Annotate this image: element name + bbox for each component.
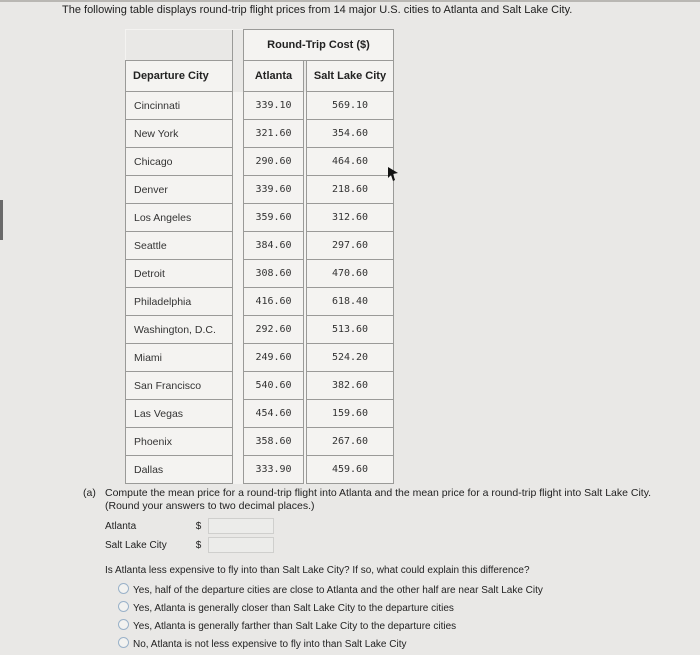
cell-gap xyxy=(233,372,244,400)
slc-answer-row xyxy=(105,540,206,551)
departure-city-cell: Miami xyxy=(126,344,233,372)
cell-gap xyxy=(233,316,244,344)
slc-mean-input[interactable] xyxy=(208,537,274,553)
atlanta-price-cell: 339.60 xyxy=(244,176,304,204)
table-row xyxy=(126,288,394,316)
table-row xyxy=(126,372,394,400)
atlanta-price-cell: 359.60 xyxy=(244,204,304,232)
departure-city-cell: Seattle xyxy=(126,232,233,260)
option-label: Yes, Atlanta is generally farther than Salt Lake City to the departure cities xyxy=(133,621,457,632)
table-row xyxy=(126,176,394,204)
part-a-text-line2: (Round your answers to two decimal places.) xyxy=(105,500,315,512)
table-row xyxy=(126,400,394,428)
slc-price-cell: 459.60 xyxy=(307,456,394,484)
departure-city-cell: Cincinnati xyxy=(126,92,233,120)
slc-price-cell: 618.40 xyxy=(307,288,394,316)
atlanta-price-cell: 339.10 xyxy=(244,92,304,120)
table-corner xyxy=(126,30,233,61)
option-label: No, Atlanta is not less expensive to fly into than Salt Lake City xyxy=(133,639,407,650)
departure-city-cell: Chicago xyxy=(126,148,233,176)
table-body xyxy=(126,92,394,484)
cell-gap xyxy=(233,176,244,204)
slc-price-cell: 267.60 xyxy=(307,428,394,456)
option-label: Yes, Atlanta is generally closer than Salt Lake City to the departure cities xyxy=(133,603,454,614)
cell-gap xyxy=(233,288,244,316)
cell-gap xyxy=(233,428,244,456)
mouse-cursor-icon xyxy=(387,166,399,182)
page-top-border xyxy=(0,0,700,2)
atlanta-price-cell: 454.60 xyxy=(244,400,304,428)
departure-city-cell: Los Angeles xyxy=(126,204,233,232)
departure-city-cell: Las Vegas xyxy=(126,400,233,428)
departure-city-cell: Dallas xyxy=(126,456,233,484)
atlanta-price-cell: 308.60 xyxy=(244,260,304,288)
part-a-text-line1: Compute the mean price for a round-trip flight into Atlanta and the mean price for a round-trip flight into Salt Lake City. xyxy=(105,487,652,499)
slc-price-cell: 464.60 xyxy=(307,148,394,176)
cell-gap xyxy=(233,400,244,428)
departure-city-header: Departure City xyxy=(126,61,233,92)
departure-city-cell: Washington, D.C. xyxy=(126,316,233,344)
atlanta-price-cell: 321.60 xyxy=(244,120,304,148)
atlanta-price-cell: 292.60 xyxy=(244,316,304,344)
departure-city-cell: Philadelphia xyxy=(126,288,233,316)
atlanta-header: Atlanta xyxy=(244,61,304,92)
question-2-text: Is Atlanta less expensive to fly into than Salt Lake City? If so, what could explain this difference? xyxy=(105,565,530,576)
atlanta-price-cell: 358.60 xyxy=(244,428,304,456)
table-row xyxy=(126,232,394,260)
slc-price-cell: 382.60 xyxy=(307,372,394,400)
departure-city-cell: New York xyxy=(126,120,233,148)
table-row xyxy=(126,344,394,372)
atlanta-price-cell: 416.60 xyxy=(244,288,304,316)
atlanta-price-cell: 384.60 xyxy=(244,232,304,260)
slc-price-cell: 159.60 xyxy=(307,400,394,428)
part-a-label: (a) xyxy=(83,487,96,499)
radio-button-icon[interactable] xyxy=(118,601,129,612)
atlanta-answer-row xyxy=(105,521,206,532)
currency-symbol: $ xyxy=(195,540,202,551)
scroll-indicator[interactable] xyxy=(0,200,3,240)
cell-gap xyxy=(233,260,244,288)
table-row xyxy=(126,456,394,484)
salt-lake-city-header: Salt Lake City xyxy=(307,61,394,92)
slc-price-cell: 470.60 xyxy=(307,260,394,288)
atlanta-price-cell: 249.60 xyxy=(244,344,304,372)
cell-gap xyxy=(233,120,244,148)
table-row xyxy=(126,428,394,456)
table-row xyxy=(126,316,394,344)
table-row xyxy=(126,148,394,176)
problem-intro: The following table displays round-trip flight prices from 14 major U.S. cities to Atlanta and Salt Lake City. xyxy=(62,4,573,16)
slc-price-cell: 513.60 xyxy=(307,316,394,344)
departure-city-cell: Phoenix xyxy=(126,428,233,456)
slc-answer-label: Salt Lake City xyxy=(105,540,167,551)
slc-price-cell: 218.60 xyxy=(307,176,394,204)
table-row xyxy=(126,204,394,232)
slc-price-cell: 524.20 xyxy=(307,344,394,372)
radio-button-icon[interactable] xyxy=(118,637,129,648)
cell-gap xyxy=(233,204,244,232)
table-row xyxy=(126,120,394,148)
atlanta-price-cell: 290.60 xyxy=(244,148,304,176)
cell-gap xyxy=(233,92,244,120)
currency-symbol: $ xyxy=(195,521,202,532)
option-2[interactable] xyxy=(118,601,454,614)
cell-gap xyxy=(233,456,244,484)
round-trip-cost-header: Round-Trip Cost ($) xyxy=(244,30,394,61)
slc-price-cell: 297.60 xyxy=(307,232,394,260)
atlanta-mean-input[interactable] xyxy=(208,518,274,534)
cell-gap xyxy=(233,232,244,260)
departure-city-cell: San Francisco xyxy=(126,372,233,400)
cell-gap xyxy=(233,344,244,372)
slc-price-cell: 354.60 xyxy=(307,120,394,148)
option-3[interactable] xyxy=(118,619,456,632)
departure-city-cell: Denver xyxy=(126,176,233,204)
atlanta-price-cell: 333.90 xyxy=(244,456,304,484)
option-1[interactable] xyxy=(118,583,543,596)
slc-price-cell: 569.10 xyxy=(307,92,394,120)
flight-price-table xyxy=(125,29,394,484)
option-label: Yes, half of the departure cities are close to Atlanta and the other half are near Salt Lake City xyxy=(133,585,543,596)
departure-city-cell: Detroit xyxy=(126,260,233,288)
option-4[interactable] xyxy=(118,637,406,650)
table-row xyxy=(126,260,394,288)
table-row xyxy=(126,92,394,120)
atlanta-answer-label: Atlanta xyxy=(105,521,137,532)
cell-gap xyxy=(233,148,244,176)
radio-button-icon[interactable] xyxy=(118,619,129,630)
radio-button-icon[interactable] xyxy=(118,583,129,594)
slc-price-cell: 312.60 xyxy=(307,204,394,232)
part-a-question xyxy=(83,487,693,513)
atlanta-price-cell: 540.60 xyxy=(244,372,304,400)
